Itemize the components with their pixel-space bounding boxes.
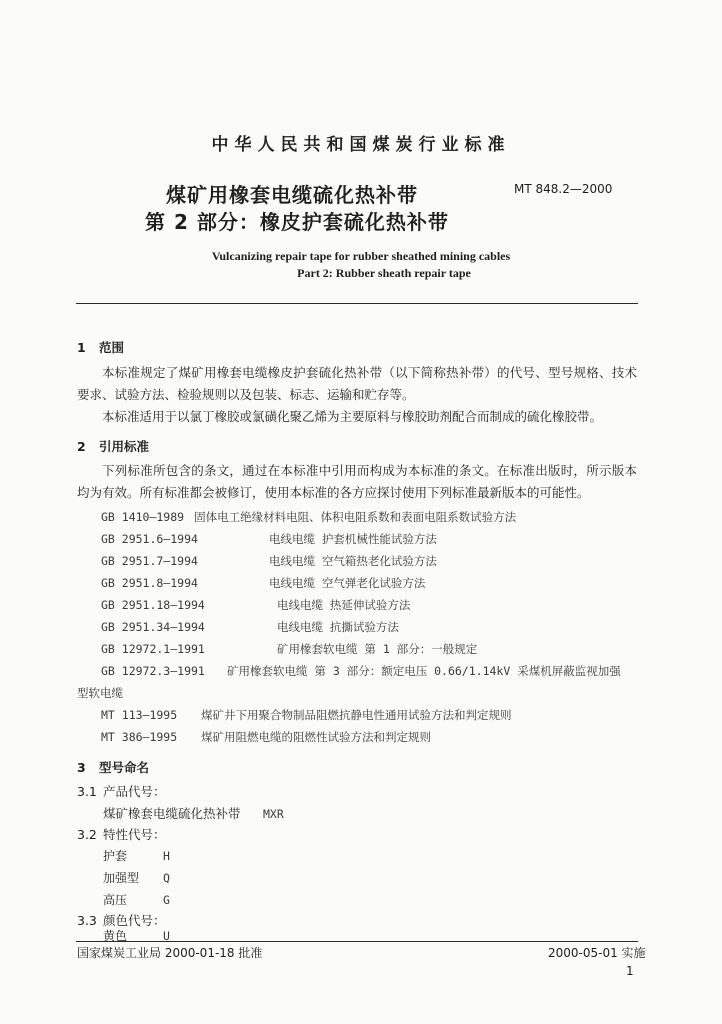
reference-item: GB 12972.1—1991 矿用橡套软电缆 第 1 部分：一般规定	[101, 642, 478, 656]
section-number: 1	[77, 340, 86, 355]
standard-category-header: 中华人民共和国煤炭行业标准	[211, 135, 511, 155]
section-number: 2	[77, 439, 86, 454]
reference-item: MT 113—1995 煤矿井下用聚合物制品阻燃抗静电性通用试验方法和判定规则	[101, 708, 512, 722]
reference-item: GB 1410—1989 固体电工绝缘材料电阻、体积电阻系数和表面电阻系数试验方法	[101, 510, 517, 524]
reference-item: GB 2951.34—1994 电线电缆 抗撕试验方法	[101, 620, 399, 634]
section-1-paragraph-1: 本标准规定了煤矿用橡套电缆橡皮护套硫化热补带（以下简称热补带）的代号、型号规格、技术要求、试验方法、检验规则以及包装、标志、运输和贮存等。	[77, 365, 637, 402]
section-1-heading	[77, 338, 124, 356]
product-name: 煤矿橡套电缆硫化热补带	[103, 806, 241, 821]
header-divider	[76, 303, 638, 304]
reference-item-continuation: 型软电缆	[77, 686, 123, 700]
section-number: 3	[77, 760, 86, 775]
title-line-1: 煤矿用橡套电缆硫化热补带	[166, 183, 418, 207]
product-code-row	[103, 804, 284, 822]
characteristic-code-row: 加强型 Q	[103, 871, 170, 885]
characteristic-code-row: 护套 H	[103, 849, 170, 863]
reference-item: GB 2951.8—1994 电线电缆 空气弹老化试验方法	[101, 576, 426, 590]
english-title-line-2: Part 2: Rubber sheath repair tape	[297, 266, 471, 280]
section-2-heading	[77, 437, 149, 455]
section-title: 引用标准	[99, 439, 150, 454]
subsection-3-2-heading: 3.2 特性代号：	[77, 827, 166, 842]
subsection-3-3-heading: 3.3 颜色代号：	[77, 913, 166, 928]
section-2-intro: 下列标准所包含的条文，通过在本标准中引用而构成为本标准的条文。在标准出版时，所示版本均为有效。所有标准都会被修订，使用本标准的各方应探讨使用下列标准最新版本的可能性。	[77, 463, 637, 500]
characteristic-code-row: 高压 G	[103, 893, 170, 907]
reference-item: GB 2951.6—1994 电线电缆 护套机械性能试验方法	[101, 532, 437, 546]
reference-item: GB 2951.7—1994 电线电缆 空气箱热老化试验方法	[101, 554, 437, 568]
product-code: MXR	[263, 807, 284, 821]
implementation-date: 2000-05-01 实施	[548, 946, 646, 960]
english-title-line-1: Vulcanizing repair tape for rubber sheathed mining cables	[211, 249, 511, 263]
subsection-3-1-heading: 3.1 产品代号：	[77, 784, 166, 799]
footer-divider	[76, 941, 638, 942]
section-3-heading	[77, 758, 149, 776]
section-1-paragraph-2: 本标准适用于以氯丁橡胶或氯磺化聚乙烯为主要原料与橡胶助剂配合而制成的硫化橡胶带。	[102, 409, 603, 424]
title-line-2: 第 2 部分：橡皮护套硫化热补带	[145, 210, 449, 234]
approval-date: 国家煤炭工业局 2000-01-18 批准	[77, 946, 263, 960]
reference-item: GB 12972.3—1991 矿用橡套软电缆 第 3 部分：额定电压 0.66/1.14kV 采煤机屏蔽监视加强	[101, 664, 621, 678]
standard-number: MT 848.2—2000	[514, 182, 613, 196]
reference-item: MT 386—1995 煤矿用阻燃电缆的阻燃性试验方法和判定规则	[101, 730, 431, 744]
section-title: 型号命名	[99, 760, 150, 775]
color-code-row: 黄色 U	[103, 929, 170, 943]
section-title: 范围	[99, 340, 125, 355]
page-number: 1	[626, 964, 634, 978]
reference-item: GB 2951.18—1994 电线电缆 热延伸试验方法	[101, 598, 411, 612]
